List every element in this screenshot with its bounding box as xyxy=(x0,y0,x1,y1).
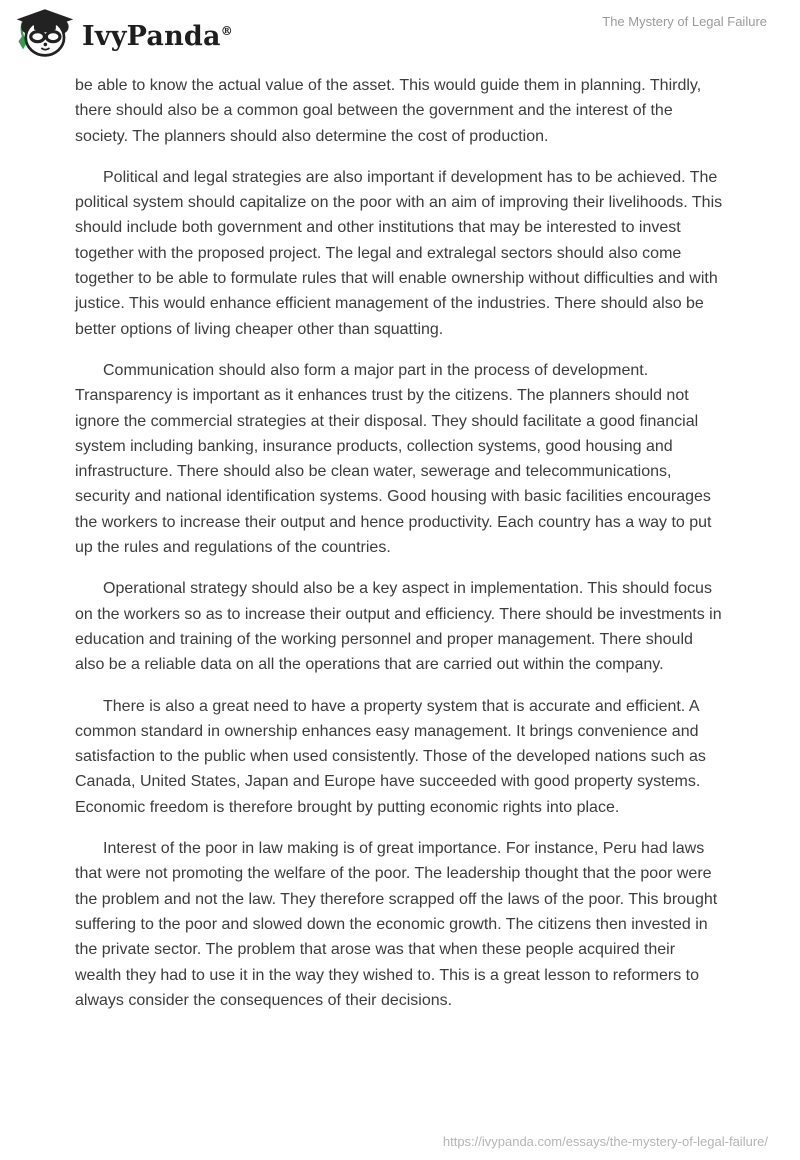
ivypanda-brand xyxy=(13,7,233,59)
essay-paragraph: be able to know the actual value of the asset. This would guide them in planning. Thirdly, there should also be a common goal between the government and the interest of the society. The planners should also determine the cost of production. xyxy=(75,77,702,145)
essay-paragraph: Communication should also form a major part in the process of development. Transparency is important as it enhances trust by the citizens. The planners should not ignore the commercial strategies at their disposal. They should facilitate a good financial system including banking, insurance products, collection systems, good housing and infrastructure. There should also be clean water, sewerage and telecommunications, security and national identification systems. Good housing with basic facilities encourages the workers to increase their output and hence productivity. Each country has a way to put up the rules and regulations of the countries. xyxy=(75,361,712,557)
essay-paragraph: Political and legal strategies are also important if development has to be achieved. The political system should capitalize on the poor with an aim of improving their livelihoods. This should include both government and other institutions that may be interested to invest together with the proposed project. The legal and extralegal sectors should also come together to be able to formulate rules that will enable ownership without difficulties and with justice. This would enhance efficient management of the industries. There should also be better options of living cheaper other than squatting. xyxy=(75,168,723,338)
essay-body xyxy=(75,73,725,1013)
source-url-link[interactable]: https://ivypanda.com/essays/the-mystery-of-legal-failure/ xyxy=(442,1134,768,1149)
brand-name: IvyPanda® xyxy=(82,20,233,52)
page-footer xyxy=(443,1134,768,1149)
panda-graduation-cap-icon xyxy=(13,7,75,59)
registered-trademark-symbol: ® xyxy=(220,23,233,38)
page-header xyxy=(0,0,800,58)
essay-paragraph: Interest of the poor in law making is of great importance. For instance, Peru had laws that were not promoting the welfare of the poor. The leadership thought that the poor were the problem and not the law. They therefore scrapped off the laws of the poor. This brought suffering to the poor and slowed down the economic growth. The citizens then invested in the private sector. The problem that arose was that when these people acquired their wealth they had to use it in the way they wished to. This is a great lesson to reformers to always consider the consequences of their decisions. xyxy=(75,840,718,1009)
essay-paragraph: There is also a great need to have a property system that is accurate and efficient. A common standard in ownership enhances easy management. It brings convenience and satisfaction to the public when used consistently. Those of the developed nations such as Canada, United States, Japan and Europe have succeeded with good property systems. Economic freedom is therefore brought by putting economic rights into place. xyxy=(75,697,706,816)
document-title: The Mystery of Legal Failure xyxy=(602,14,767,29)
essay-paragraph: Operational strategy should also be a key aspect in implementation. This should focus on the workers so as to increase their output and efficiency. There should be investments in education and training of the working personnel and proper management. There should also be a reliable data on all the operations that are carried out within the company. xyxy=(75,580,722,674)
